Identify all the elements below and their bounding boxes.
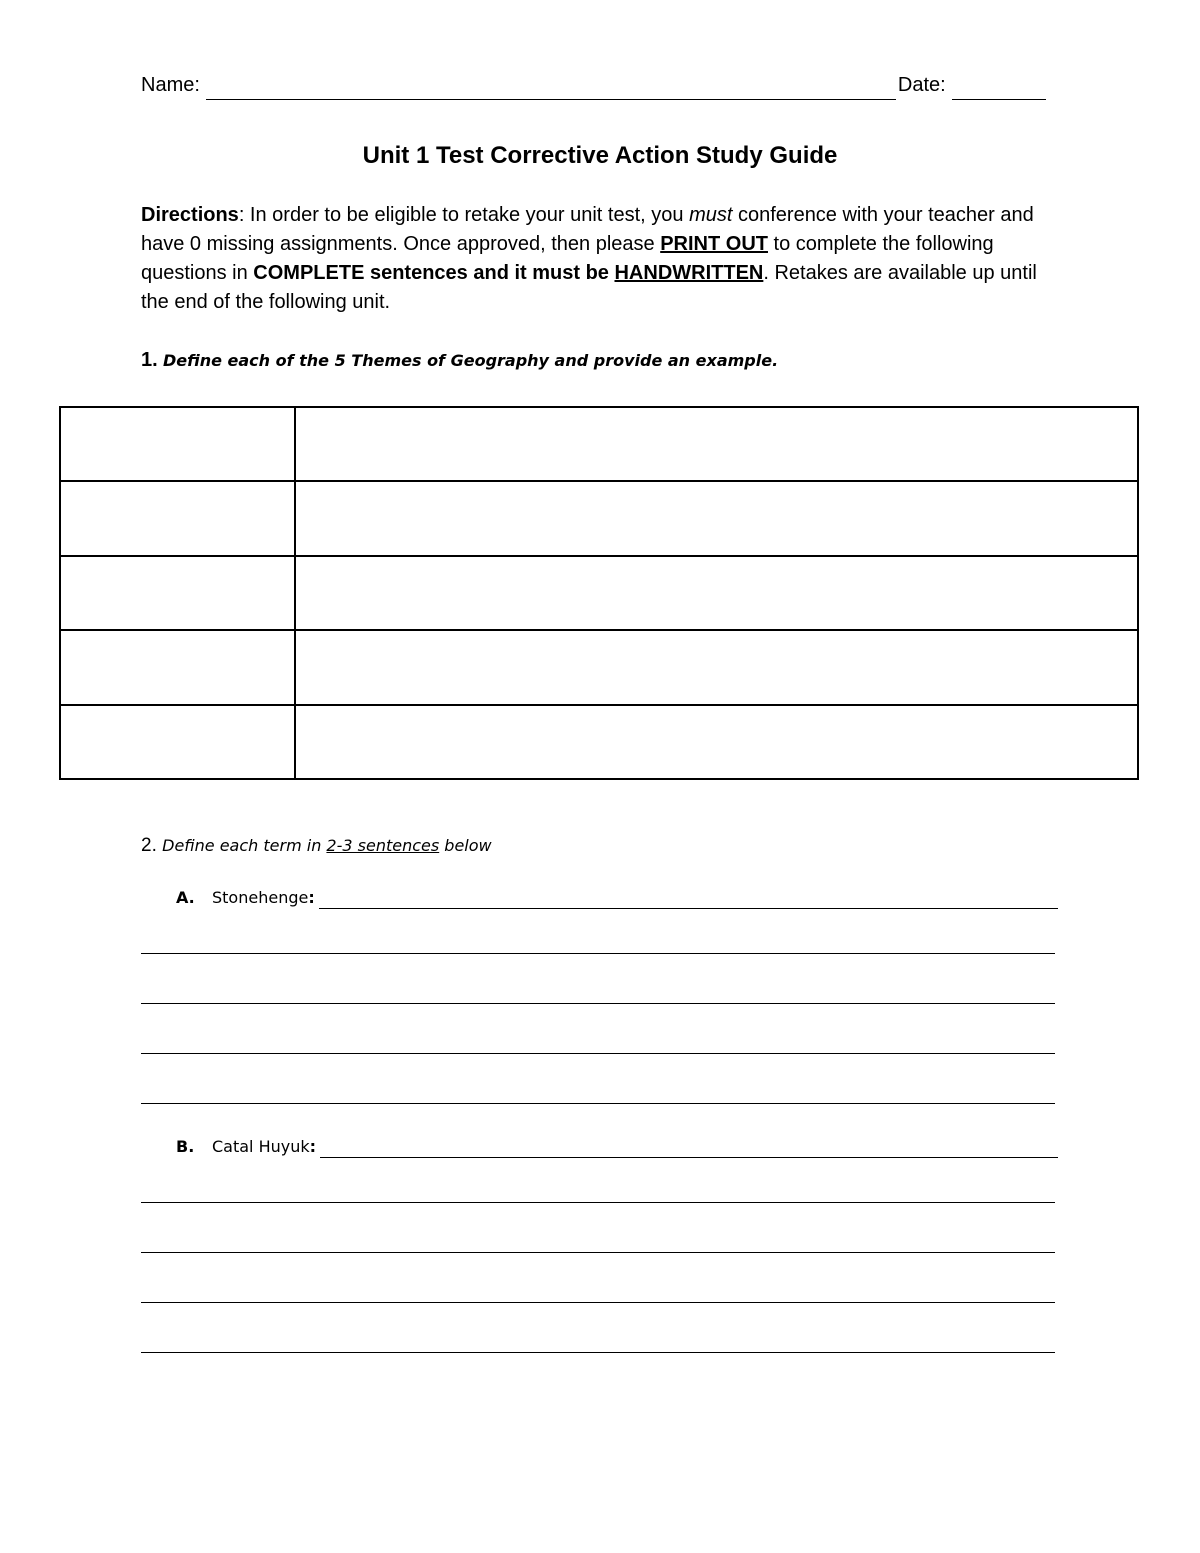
theme-cell[interactable] bbox=[60, 705, 295, 779]
answer-line[interactable] bbox=[319, 890, 1058, 909]
definition-cell[interactable] bbox=[295, 407, 1138, 481]
name-field[interactable] bbox=[206, 77, 896, 100]
question-2-number: 2. bbox=[141, 835, 157, 856]
question-2-underlined: 2-3 sentences bbox=[326, 836, 440, 855]
term-label: Catal Huyuk bbox=[212, 1137, 310, 1156]
directions-complete: COMPLETE sentences and it must be bbox=[253, 262, 615, 284]
question-2-text-after: below bbox=[439, 836, 492, 855]
date-label: Date: bbox=[897, 74, 946, 96]
themes-table bbox=[59, 406, 1139, 780]
answer-line[interactable] bbox=[320, 1139, 1058, 1158]
table-row bbox=[60, 630, 1138, 704]
question-1 bbox=[141, 345, 778, 376]
answer-line[interactable] bbox=[141, 1352, 1055, 1353]
definition-cell[interactable] bbox=[295, 705, 1138, 779]
answer-line[interactable] bbox=[141, 1103, 1055, 1104]
directions-paragraph bbox=[141, 201, 1061, 317]
directions-text-2: conference with your teacher and have 0 missing assignments. Once approved, then please bbox=[141, 204, 1034, 255]
term-stonehenge bbox=[176, 879, 1058, 909]
directions-handwritten: HANDWRITTEN bbox=[614, 262, 764, 284]
term-colon: : bbox=[308, 888, 315, 907]
answer-line[interactable] bbox=[141, 1252, 1055, 1253]
question-2 bbox=[141, 831, 492, 861]
page-title: Unit 1 Test Corrective Action Study Guide bbox=[362, 142, 838, 169]
term-label: Stonehenge bbox=[212, 888, 309, 907]
term-colon: : bbox=[309, 1137, 317, 1156]
term-letter: A. bbox=[176, 888, 195, 907]
definition-cell[interactable] bbox=[295, 630, 1138, 704]
answer-line[interactable] bbox=[141, 1003, 1055, 1004]
directions-print-out: PRINT OUT bbox=[660, 233, 768, 255]
theme-cell[interactable] bbox=[60, 481, 295, 555]
table-row bbox=[60, 705, 1138, 779]
answer-line[interactable] bbox=[141, 1053, 1055, 1054]
question-1-text: Define each of the 5 Themes of Geography and provide an example. bbox=[162, 351, 779, 370]
theme-cell[interactable] bbox=[60, 630, 295, 704]
directions-text-1: : In order to be eligible to retake your unit test, you bbox=[238, 204, 690, 226]
table-row bbox=[60, 556, 1138, 630]
directions-text-4: . Retakes are available up until the end of the following unit. bbox=[141, 262, 1037, 313]
name-date-line bbox=[141, 70, 1056, 100]
question-1-number: 1. bbox=[141, 349, 158, 371]
definition-cell[interactable] bbox=[295, 481, 1138, 555]
question-2-text bbox=[162, 836, 491, 855]
question-2-text-before: Define each term in bbox=[162, 836, 327, 855]
answer-line[interactable] bbox=[141, 1202, 1055, 1203]
directions-label: Directions bbox=[141, 204, 239, 226]
table-row bbox=[60, 407, 1138, 481]
directions-must: must bbox=[689, 204, 733, 226]
theme-cell[interactable] bbox=[60, 556, 295, 630]
answer-line[interactable] bbox=[141, 1302, 1055, 1303]
directions-text-3: to complete the following questions in bbox=[141, 233, 994, 284]
table-row bbox=[60, 481, 1138, 555]
date-field[interactable] bbox=[952, 77, 1046, 100]
term-letter: B. bbox=[176, 1137, 195, 1156]
term-catal-huyuk bbox=[176, 1128, 1058, 1158]
name-label: Name: bbox=[141, 74, 200, 96]
theme-cell[interactable] bbox=[60, 407, 295, 481]
definition-cell[interactable] bbox=[295, 556, 1138, 630]
answer-line[interactable] bbox=[141, 953, 1055, 954]
